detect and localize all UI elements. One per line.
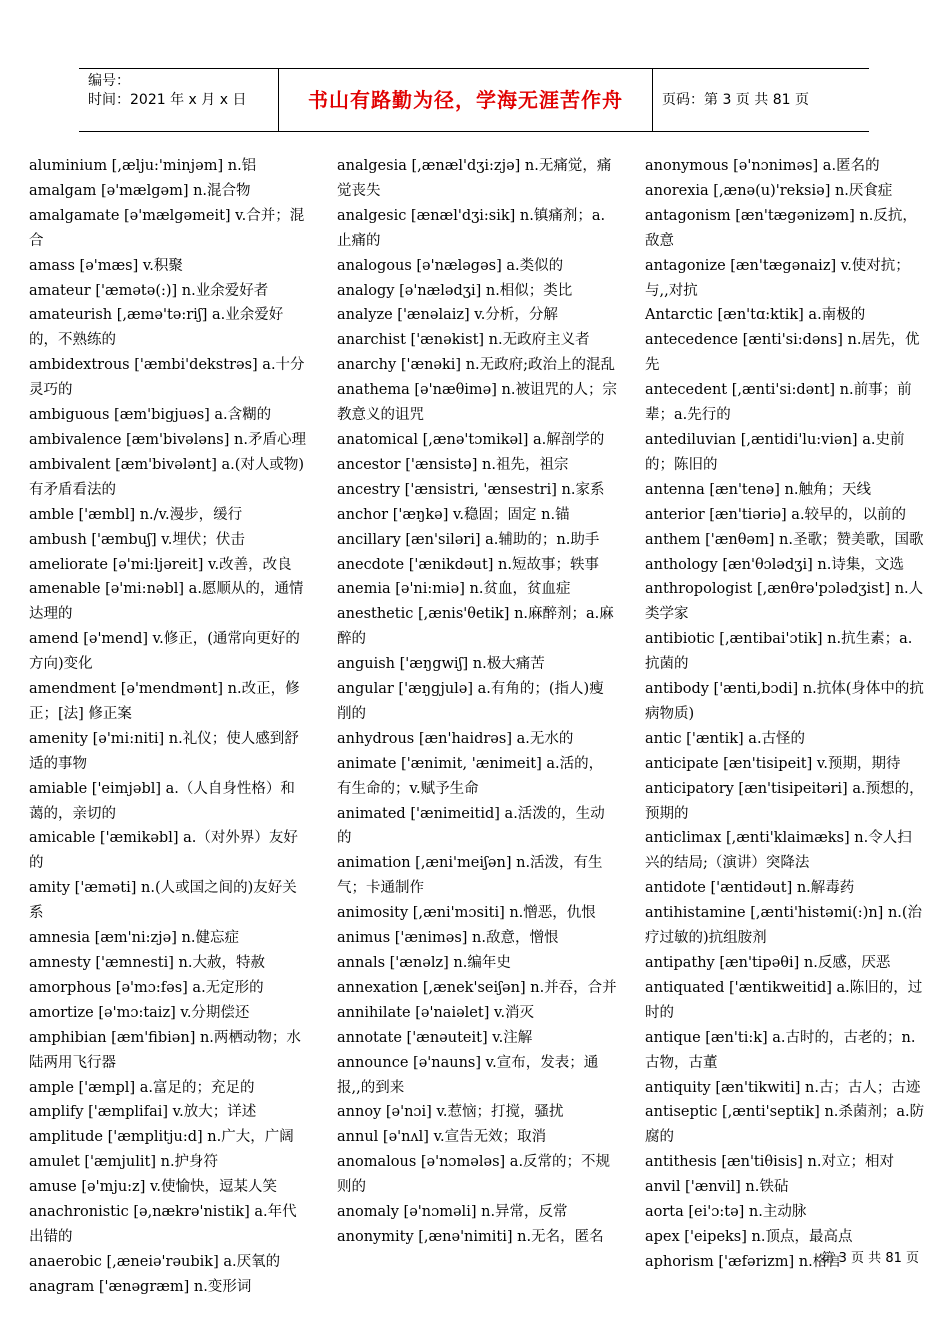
vocabulary-entry: amalgamate [ə'mælgəmeit] v.合并；混合: [29, 207, 305, 249]
document-time-label: 时间：2021 年 x 月 x 日: [88, 92, 247, 108]
vocabulary-entry: annotate ['ænəuteit] v.注解: [337, 1029, 533, 1046]
vocabulary-entry: analgesic [ænæl'dʒi:sik] n.镇痛剂；a.止痛的: [337, 207, 606, 249]
vocabulary-entry: anarchist ['ænəkist] n.无政府主义者: [337, 332, 590, 349]
vocabulary-entry: antihistamine [,ænti'histəmi(:)n] n.(治疗过敏的)抗组胺剂: [645, 905, 923, 947]
vocabulary-column-3: [645, 154, 925, 1275]
vocabulary-entry: aluminium [,ælju:'minjəm] n.铝: [29, 158, 257, 174]
vocabulary-entry: announce [ə'nauns] v.宣布，发表；通报,,的到来: [337, 1054, 599, 1096]
vocabulary-entry: anatomical [,ænə'tɔmikəl] a.解剖学的: [337, 431, 605, 448]
vocabulary-entry: annihilate [ə'naiəlet] v.消灭: [337, 1004, 535, 1021]
vocabulary-entry: ambush ['æmbuʃ] v.埋伏；伏击: [29, 531, 245, 548]
vocabulary-entry: anaerobic [,æneiə'rəubik] a.厌氧的: [29, 1253, 281, 1270]
vocabulary-entry: antique [æn'ti:k] a.古时的，古老的；n.古物，古董: [645, 1029, 916, 1071]
vocabulary-entry: amicable ['æmikəbl] a.（对外界）友好的: [29, 830, 298, 872]
vocabulary-entry: antecedent [,ænti'si:dənt] n.前事；前辈；a.先行的: [645, 382, 912, 424]
vocabulary-entry: annexation [,ænek'seiʃən] n.并吞，合并: [337, 979, 617, 996]
vocabulary-entry: antagonism [æn'tægənizəm] n.反抗，敌意: [645, 207, 917, 249]
vocabulary-entry: annoy [ə'nɔi] v.惹恼；打搅，骚扰: [337, 1104, 564, 1121]
header-motto: 书山有路勤为径，学海无涯苦作舟: [279, 69, 653, 131]
vocabulary-entry: anticlimax [,ænti'klaimæks] n.令人扫兴的结局;（演讲）突降法: [645, 830, 912, 872]
vocabulary-entry: amphibian [æm'fibiən] n.两栖动物；水陆两用飞行器: [29, 1029, 301, 1071]
header-meta-cell: [79, 69, 279, 131]
vocabulary-entry: analyze ['ænəlaiz] v.分析，分解: [337, 307, 558, 324]
vocabulary-entry: amendment [ə'mendmənt] n.改正，修正；[法] 修正案: [29, 681, 300, 722]
vocabulary-entry: antediluvian [,æntidi'lu:viən] a.史前的；陈旧的: [645, 431, 905, 473]
vocabulary-entry: anathema [ə'næθimə] n.被诅咒的人；宗教意义的诅咒: [337, 382, 617, 424]
vocabulary-entry: anachronistic [ə,nækrə'nistik] a.年代出错的: [29, 1204, 297, 1245]
vocabulary-entry: amateur ['æmətə(:)] n.业余爱好者: [29, 282, 269, 299]
vocabulary-entry: anguish ['æŋgwiʃ] n.极大痛苦: [337, 656, 545, 673]
vocabulary-entry: anorexia [,ænə(u)'reksiə] n.厌食症: [645, 182, 893, 199]
page-footer: 第 3 页 共 81 页: [821, 1251, 919, 1266]
document-number-label: 编号：: [88, 73, 130, 89]
vocabulary-entry: annals ['ænəlz] n.编年史: [337, 955, 511, 971]
vocabulary-entry: angular ['æŋgjulə] a.有角的；(指人)瘦削的: [337, 681, 604, 722]
vocabulary-entry: anterior [æn'tiəriə] a.较早的，以前的: [645, 506, 907, 523]
vocabulary-entry: antiquated ['æntikweitid] a.陈旧的，过时的: [645, 979, 923, 1021]
vocabulary-entry: amend [ə'mend] v.修正，(通常向更好的方向)变化: [29, 631, 300, 673]
vocabulary-entry: animus ['æniməs] n.敌意，憎恨: [337, 930, 559, 947]
vocabulary-entry: animation [,æni'meiʃən] n.活泼，有生气；卡通制作: [337, 855, 603, 897]
vocabulary-entry: amiable ['eimjəbl] a.（人自身性格）和蔼的，亲切的: [29, 780, 295, 822]
vocabulary-entry: ample ['æmpl] a.富足的；充足的: [29, 1079, 255, 1096]
vocabulary-entry: anthem ['ænθəm] n.圣歌；赞美歌，国歌: [645, 531, 924, 548]
vocabulary-entry: analogous [ə'næləgəs] a.类似的: [337, 257, 564, 274]
vocabulary-entry: amnesty ['æmnesti] n.大赦，特赦: [29, 955, 265, 971]
vocabulary-entry: antidote ['æntidəut] n.解毒药: [645, 880, 855, 897]
vocabulary-entry: ambivalence [æm'bivələns] n.矛盾心理: [29, 431, 306, 448]
vocabulary-entry: aphorism ['æfərizm] n.格言: [645, 1253, 842, 1270]
vocabulary-entry: aorta [ei'ɔ:tə] n.主动脉: [645, 1204, 807, 1221]
vocabulary-entry: anarchy ['ænəki] n.无政府;政治上的混乱: [337, 357, 616, 374]
vocabulary-entry: ameliorate [ə'mi:ljəreit] v.改善，改良: [29, 556, 292, 573]
vocabulary-entry: anomaly [ə'nɔməli] n.异常，反常: [337, 1204, 568, 1221]
vocabulary-entry: amenable [ə'mi:nəbl] a.愿顺从的，通情达理的: [29, 581, 304, 623]
vocabulary-entry: animated ['ænimeitid] a.活泼的，生动的: [337, 805, 605, 847]
vocabulary-entry: amateurish [,æmə'tə:riʃ] a.业余爱好的，不熟练的: [29, 307, 284, 349]
vocabulary-entry: amalgam [ə'mælgəm] n.混合物: [29, 182, 251, 199]
vocabulary-entry: ancestor ['ænsistə] n.祖先，祖宗: [337, 456, 569, 473]
vocabulary-entry: amorphous [ə'mɔ:fəs] a.无定形的: [29, 979, 264, 996]
vocabulary-entry: amnesia [æm'ni:zjə] n.健忘症: [29, 930, 239, 947]
vocabulary-entry: anthology [æn'θɔlədʒi] n.诗集，文选: [645, 556, 904, 573]
vocabulary-entry: amuse [ə'mju:z] v.使愉快，逗某人笑: [29, 1179, 278, 1196]
vocabulary-entry: amble ['æmbl] n./v.漫步，缓行: [29, 506, 243, 523]
vocabulary-entry: antithesis [æn'tiθisis] n.对立；相对: [645, 1154, 894, 1171]
vocabulary-entry: ancestry ['ænsistri, 'ænsestri] n.家系: [337, 481, 605, 498]
vocabulary-entry: Antarctic [æn'tɑ:ktik] a.南极的: [645, 307, 866, 324]
vocabulary-entry: anvil ['ænvil] n.铁砧: [645, 1179, 789, 1196]
vocabulary-entry: anhydrous [æn'haidrəs] a.无水的: [337, 730, 574, 747]
vocabulary-entry: anecdote ['ænikdəut] n.短故事；轶事: [337, 556, 599, 573]
vocabulary-entry: anchor ['æŋkə] v.稳固；固定 n.锚: [337, 506, 570, 523]
vocabulary-entry: analgesia [,ænæl'dʒi:zjə] n.无痛觉，痛觉丧失: [337, 158, 612, 199]
vocabulary-entry: amortize [ə'mɔ:taiz] v.分期偿还: [29, 1004, 250, 1021]
vocabulary-entry: anthropologist [,ænθrə'pɔlədʒist] n.人类学家: [645, 581, 924, 623]
header-page-number: 页码：第 3 页 共 81 页: [662, 92, 809, 108]
vocabulary-entry: ambidextrous ['æmbi'dekstrəs] a.十分灵巧的: [29, 357, 305, 399]
page-header: [79, 68, 869, 132]
vocabulary-entry: anagram ['ænəgræm] n.变形词: [29, 1278, 252, 1295]
vocabulary-column-1: [29, 154, 309, 1300]
vocabulary-entry: amulet ['æmjulit] n.护身符: [29, 1154, 219, 1171]
vocabulary-entry: animate ['ænimit, 'ænimeit] a.活的，有生命的；v.赋予生命: [337, 755, 604, 797]
vocabulary-entry: ambiguous [æm'bigjuəs] a.含糊的: [29, 407, 272, 424]
vocabulary-entry: anesthetic [,ænis'θetik] n.麻醉剂；a.麻醉的: [337, 606, 614, 648]
vocabulary-entry: anonymous [ə'nɔniməs] a.匿名的: [645, 158, 880, 174]
vocabulary-entry: antibody ['ænti,bɔdi] n.抗体(身体中的抗病物质): [645, 681, 924, 722]
vocabulary-entry: annul [ə'nʌl] v.宣告无效；取消: [337, 1129, 547, 1146]
vocabulary-entry: anticipatory [æn'tisipeitəri] a.预想的，预期的: [645, 780, 924, 822]
vocabulary-entry: amity ['æməti] n.(人或国之间的)友好关系: [29, 880, 297, 922]
vocabulary-column-2: [337, 154, 617, 1250]
vocabulary-entry: antipathy [æn'tipəθi] n.反感，厌恶: [645, 955, 891, 971]
vocabulary-entry: anemia [ə'ni:miə] n.贫血，贫血症: [337, 581, 571, 598]
vocabulary-entry: ambivalent [æm'bivələnt] a.(对人或物)有矛盾看法的: [29, 456, 305, 498]
vocabulary-entry: anticipate [æn'tisipeit] v.预期，期待: [645, 755, 901, 772]
vocabulary-entry: antenna [æn'tenə] n.触角；天线: [645, 481, 871, 498]
vocabulary-entry: apex ['eipeks] n.顶点，最高点: [645, 1228, 853, 1245]
vocabulary-entry: anomalous [ə'nɔmələs] a.反常的；不规则的: [337, 1154, 611, 1196]
vocabulary-entry: antic ['æntik] a.古怪的: [645, 730, 806, 747]
vocabulary-entry: amenity [ə'mi:niti] n.礼仪；使人感到舒适的事物: [29, 730, 299, 772]
vocabulary-entry: antecedence [ænti'si:dəns] n.居先，优先: [645, 332, 920, 374]
vocabulary-entry: anonymity [,ænə'nimiti] n.无名，匿名: [337, 1228, 604, 1245]
vocabulary-entry: animosity [,æni'mɔsiti] n.憎恶，仇恨: [337, 905, 596, 922]
vocabulary-entry: ancillary [æn'siləri] a.辅助的；n.助手: [337, 531, 600, 548]
vocabulary-entry: amplify ['æmplifai] v.放大；详述: [29, 1104, 257, 1121]
vocabulary-entry: analogy [ə'nælədʒi] n.相似；类比: [337, 282, 573, 299]
vocabulary-entry: antibiotic [,æntibai'ɔtik] n.抗生素；a.抗菌的: [645, 631, 913, 673]
vocabulary-entry: antiquity [æn'tikwiti] n.古；古人；古迹: [645, 1079, 921, 1096]
vocabulary-entry: amass [ə'mæs] v.积聚: [29, 257, 183, 274]
vocabulary-entry: amplitude ['æmplitju:d] n.广大，广阔: [29, 1129, 294, 1146]
vocabulary-entry: antiseptic [,ænti'septik] n.杀菌剂；a.防腐的: [645, 1104, 925, 1146]
vocabulary-entry: antagonize [æn'tægənaiz] v.使对抗；与,,对抗: [645, 257, 910, 299]
